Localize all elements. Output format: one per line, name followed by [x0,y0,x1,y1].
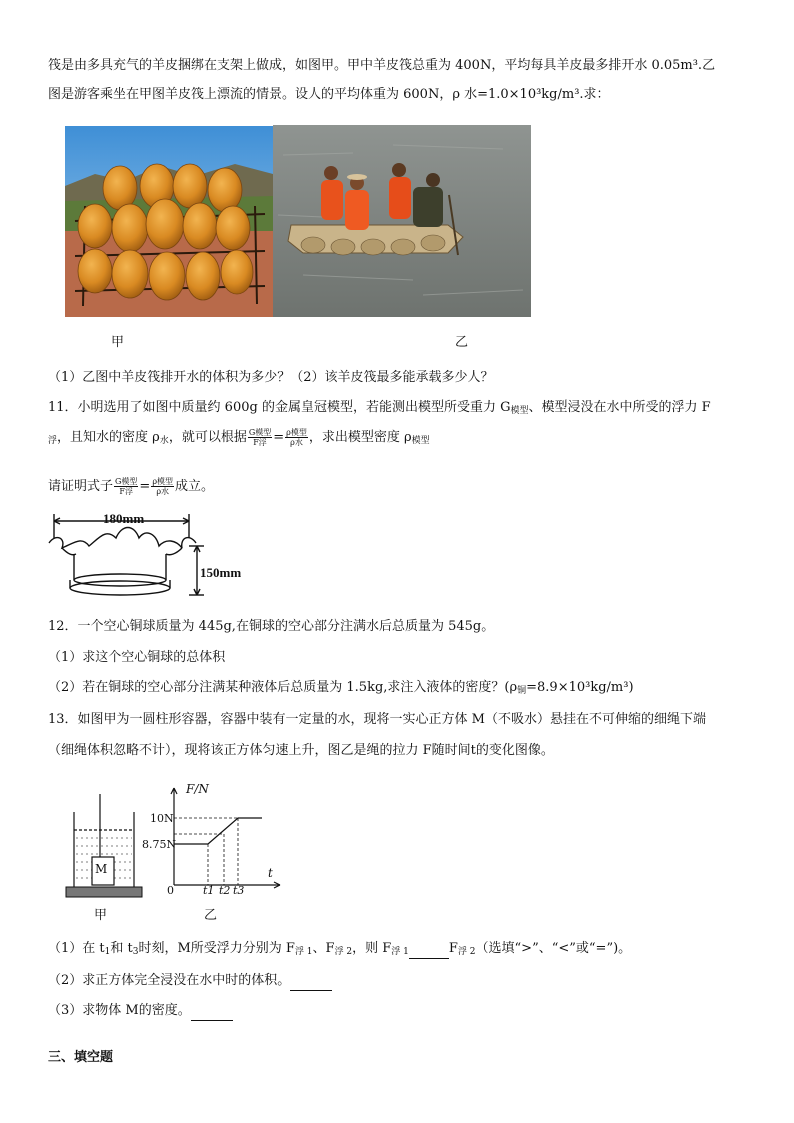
block-m-label: M [95,862,108,876]
caption-yi: 乙 [455,335,469,350]
tick-8-75n: 8.75N [142,838,177,851]
formula-eq: = [273,430,285,445]
q13-sub-2: （2）求正方体完全浸没在水中时的体积。 [48,972,332,991]
q12-text-b: =8.9×10³kg/m³) [526,680,634,695]
graph-origin: 0 [167,884,174,897]
force-line [174,818,262,844]
caption-jia: 甲 [111,335,125,350]
q11-sub-float: 浮 [48,436,58,446]
q13-sub-3: （3）求物体 M的密度。 [48,1002,233,1021]
graph-y-label: F/N [186,782,209,796]
sub-float-2: 浮 2 [334,947,353,957]
q11-sub-water: 水 [159,436,169,446]
sub-n1: 1 [104,947,111,957]
q11-text-c: ，且知水的密度 ρ [57,430,160,445]
formula-frac-g-2: $\frac{\text{G模型}}{\text{F浮}}$ [115,477,138,496]
answer-blank-density[interactable] [191,1002,233,1021]
formula-eq-2: = [139,479,151,494]
sub-n3: 3 [132,947,139,957]
answer-blank-compare[interactable] [409,940,449,959]
q11-text-a: 11．小明选用了如图中质量约 600g 的金属皇冠模型，若能测出模型所受重力 G [48,400,511,415]
q12-sub-copper: 铜 [517,686,527,696]
intro-line-2: 图是游客乘坐在甲图羊皮筏上漂流的情景。设人的平均体重为 600N，ρ 水=1.0×10³kg/m³.求： [48,87,610,102]
q11-text-g: 成立。 [175,479,215,494]
q11-sub-model: 模型 [510,406,529,416]
q11-line-3 [48,477,214,496]
q13-line-1: 13．如图甲为一圆柱形容器，容器中装有一定量的水，现将一实心正方体 M（不吸水）悬挂在不可伸缩的细绳下端 [48,712,706,727]
q11-text-b: 、模型浸没在水中所受的浮力 F [528,400,711,415]
q11-text-d: ，就可以根据 [168,430,247,445]
q13-line-2: （细绳体积忽略不计），现将该正方体匀速上升，图乙是绳的拉力 F随时间t的变化图像。 [48,743,554,758]
q11-sub-model-2: 模型 [411,436,430,446]
q11-text-f: 请证明式子 [48,479,114,494]
q11-line-2 [48,428,430,450]
graph-x-label: t [268,866,273,880]
q13-sub-1: （1）在 $t_1$和 $t_3$时刻，M所受浮力分别为 $F_{浮 1}$、$F_{浮 2}$，则 $F_{浮 1}$ $F_{浮 2}$（选填“>”、“<”或“=”)。 [48,941,632,957]
tick-t3: t3 [233,884,245,897]
q11-text-e: ，求出模型密度 ρ [308,430,412,445]
q10-questions: （1）乙图中羊皮筏排开水的体积为多少？（2）该羊皮筏最多能承载多少人？ [48,370,494,385]
crown-height-label: 150mm [200,565,242,580]
photo-raft-jia [65,126,273,317]
formula-frac-rho: $\frac{\text{ρ模型}}{\text{ρ水}}$ [286,428,307,447]
section-title: 三、填空题 [48,1050,114,1065]
answer-blank-volume[interactable] [290,972,332,991]
photo-raft-yi [273,125,531,317]
container-diagram [64,792,144,902]
q12-line-2: （1）求这个空心铜球的总体积 [48,650,226,665]
sub-float-1: 浮 1 [294,947,313,957]
tick-10n: 10N [150,812,174,825]
crown-diagram [44,508,264,608]
container-caption-jia: 甲 [94,908,108,923]
q12-text-a: （2）若在铜球的空心部分注满某种液体后总质量为 1.5kg,求注入液体的密度？(ρ [48,680,518,695]
q12-line-3 [48,679,634,700]
q11-line-1 [48,399,711,420]
tick-t2: t2 [219,884,231,897]
formula-frac-rho-2: $\frac{\text{ρ模型}}{\text{ρ水}}$ [152,477,174,496]
crown-width-label: 180mm [103,511,145,526]
formula-frac-g: $\frac{\text{G模型}}{\text{F浮}}$ [248,428,272,447]
intro-line-1: 筏是由多具充气的羊皮捆绑在支架上做成，如图甲。甲中羊皮筏总重为 400N，平均每具羊皮最多排开水 0.05m³.乙 [48,58,716,73]
tick-t1: t1 [203,884,215,897]
graph-caption-yi: 乙 [204,908,218,923]
q12-line-1: 12．一个空心铜球质量为 445g,在铜球的空心部分注满水后总质量为 545g。 [48,619,495,634]
